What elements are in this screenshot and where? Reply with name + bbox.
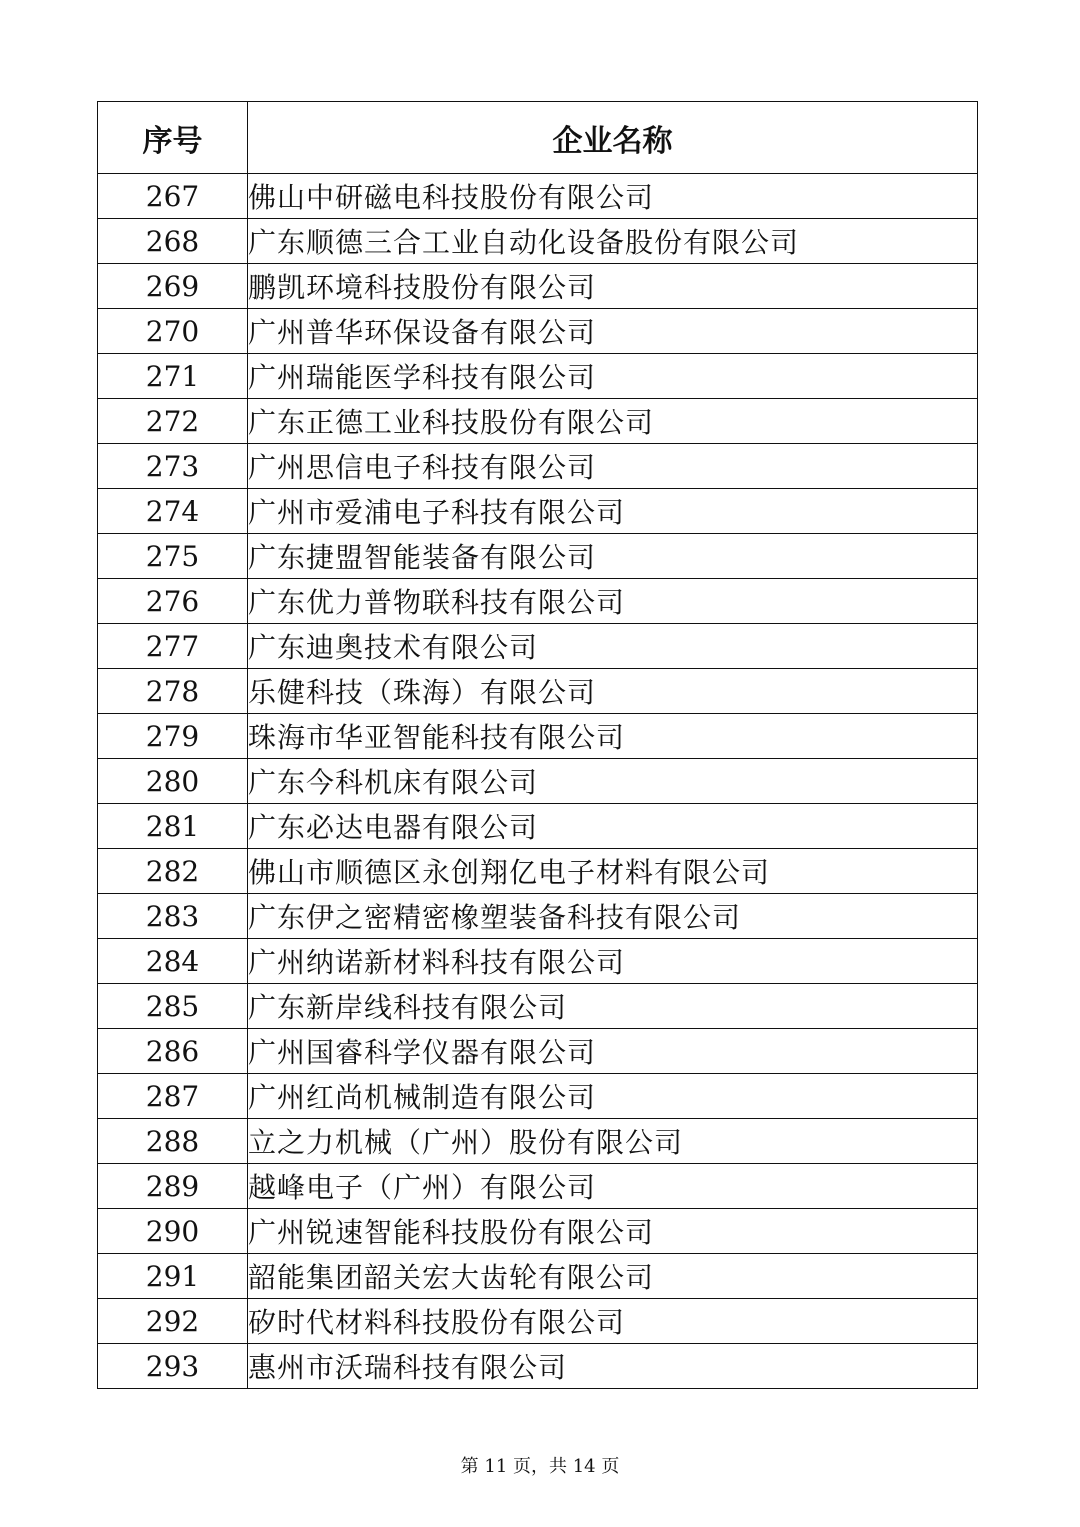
- row-serial-number: 272: [98, 399, 248, 444]
- row-serial-number: 283: [98, 894, 248, 939]
- row-serial-number: 291: [98, 1254, 248, 1299]
- table-row: [98, 264, 978, 309]
- table-row: [98, 1209, 978, 1254]
- row-serial-number: 273: [98, 444, 248, 489]
- row-company-name: 越峰电子（广州）有限公司: [248, 1164, 978, 1209]
- table-row: [98, 804, 978, 849]
- row-company-name: 广州国睿科学仪器有限公司: [248, 1029, 978, 1074]
- table-header-row: [98, 102, 978, 174]
- row-company-name: 广东捷盟智能装备有限公司: [248, 534, 978, 579]
- row-company-name: 韶能集团韶关宏大齿轮有限公司: [248, 1254, 978, 1299]
- table-row: [98, 669, 978, 714]
- row-serial-number: 269: [98, 264, 248, 309]
- table-row: [98, 219, 978, 264]
- row-serial-number: 278: [98, 669, 248, 714]
- row-company-name: 广州红尚机械制造有限公司: [248, 1074, 978, 1119]
- row-serial-number: 285: [98, 984, 248, 1029]
- row-serial-number: 274: [98, 489, 248, 534]
- table-row: [98, 1029, 978, 1074]
- row-company-name: 广东今科机床有限公司: [248, 759, 978, 804]
- table-row: [98, 354, 978, 399]
- row-serial-number: 288: [98, 1119, 248, 1164]
- row-serial-number: 279: [98, 714, 248, 759]
- table-row: [98, 939, 978, 984]
- row-serial-number: 292: [98, 1299, 248, 1344]
- table-row: [98, 489, 978, 534]
- table-row: [98, 534, 978, 579]
- table-row: [98, 1344, 978, 1389]
- table-row: [98, 309, 978, 354]
- row-company-name: 乐健科技（珠海）有限公司: [248, 669, 978, 714]
- table-row: [98, 174, 978, 219]
- row-company-name: 广州思信电子科技有限公司: [248, 444, 978, 489]
- row-company-name: 广州普华环保设备有限公司: [248, 309, 978, 354]
- row-serial-number: 282: [98, 849, 248, 894]
- row-company-name: 广州纳诺新材料科技有限公司: [248, 939, 978, 984]
- table-row: [98, 1164, 978, 1209]
- row-company-name: 广东迪奥技术有限公司: [248, 624, 978, 669]
- row-serial-number: 281: [98, 804, 248, 849]
- table-row: [98, 1299, 978, 1344]
- row-company-name: 广州市爱浦电子科技有限公司: [248, 489, 978, 534]
- row-company-name: 惠州市沃瑞科技有限公司: [248, 1344, 978, 1389]
- header-company-name: 企业名称: [248, 102, 978, 174]
- table-row: [98, 894, 978, 939]
- row-company-name: 广东必达电器有限公司: [248, 804, 978, 849]
- page-number-footer: 第 11 页，共 14 页: [460, 1456, 620, 1477]
- table-row: [98, 1074, 978, 1119]
- row-company-name: 广东新岸线科技有限公司: [248, 984, 978, 1029]
- row-serial-number: 290: [98, 1209, 248, 1254]
- row-serial-number: 284: [98, 939, 248, 984]
- table-row: [98, 1119, 978, 1164]
- row-company-name: 矽时代材料科技股份有限公司: [248, 1299, 978, 1344]
- table-row: [98, 759, 978, 804]
- row-serial-number: 267: [98, 174, 248, 219]
- table-row: [98, 399, 978, 444]
- row-company-name: 广东顺德三合工业自动化设备股份有限公司: [248, 219, 978, 264]
- row-serial-number: 293: [98, 1344, 248, 1389]
- table-row: [98, 849, 978, 894]
- row-serial-number: 287: [98, 1074, 248, 1119]
- table-row: [98, 984, 978, 1029]
- row-serial-number: 276: [98, 579, 248, 624]
- row-serial-number: 275: [98, 534, 248, 579]
- table-row: [98, 1254, 978, 1299]
- row-company-name: 佛山市顺德区永创翔亿电子材料有限公司: [248, 849, 978, 894]
- row-company-name: 鹏凯环境科技股份有限公司: [248, 264, 978, 309]
- row-company-name: 佛山中研磁电科技股份有限公司: [248, 174, 978, 219]
- row-serial-number: 289: [98, 1164, 248, 1209]
- row-company-name: 珠海市华亚智能科技有限公司: [248, 714, 978, 759]
- row-company-name: 广东伊之密精密橡塑装备科技有限公司: [248, 894, 978, 939]
- table-row: [98, 444, 978, 489]
- company-list-table: [97, 101, 978, 1389]
- row-serial-number: 268: [98, 219, 248, 264]
- row-company-name: 广东正德工业科技股份有限公司: [248, 399, 978, 444]
- row-serial-number: 271: [98, 354, 248, 399]
- row-serial-number: 280: [98, 759, 248, 804]
- row-serial-number: 286: [98, 1029, 248, 1074]
- row-serial-number: 270: [98, 309, 248, 354]
- row-company-name: 广州瑞能医学科技有限公司: [248, 354, 978, 399]
- row-serial-number: 277: [98, 624, 248, 669]
- table-row: [98, 624, 978, 669]
- row-company-name: 广东优力普物联科技有限公司: [248, 579, 978, 624]
- header-serial-number: 序号: [98, 102, 248, 174]
- table-row: [98, 714, 978, 759]
- row-company-name: 立之力机械（广州）股份有限公司: [248, 1119, 978, 1164]
- row-company-name: 广州锐速智能科技股份有限公司: [248, 1209, 978, 1254]
- table-body: [98, 174, 978, 1389]
- table-row: [98, 579, 978, 624]
